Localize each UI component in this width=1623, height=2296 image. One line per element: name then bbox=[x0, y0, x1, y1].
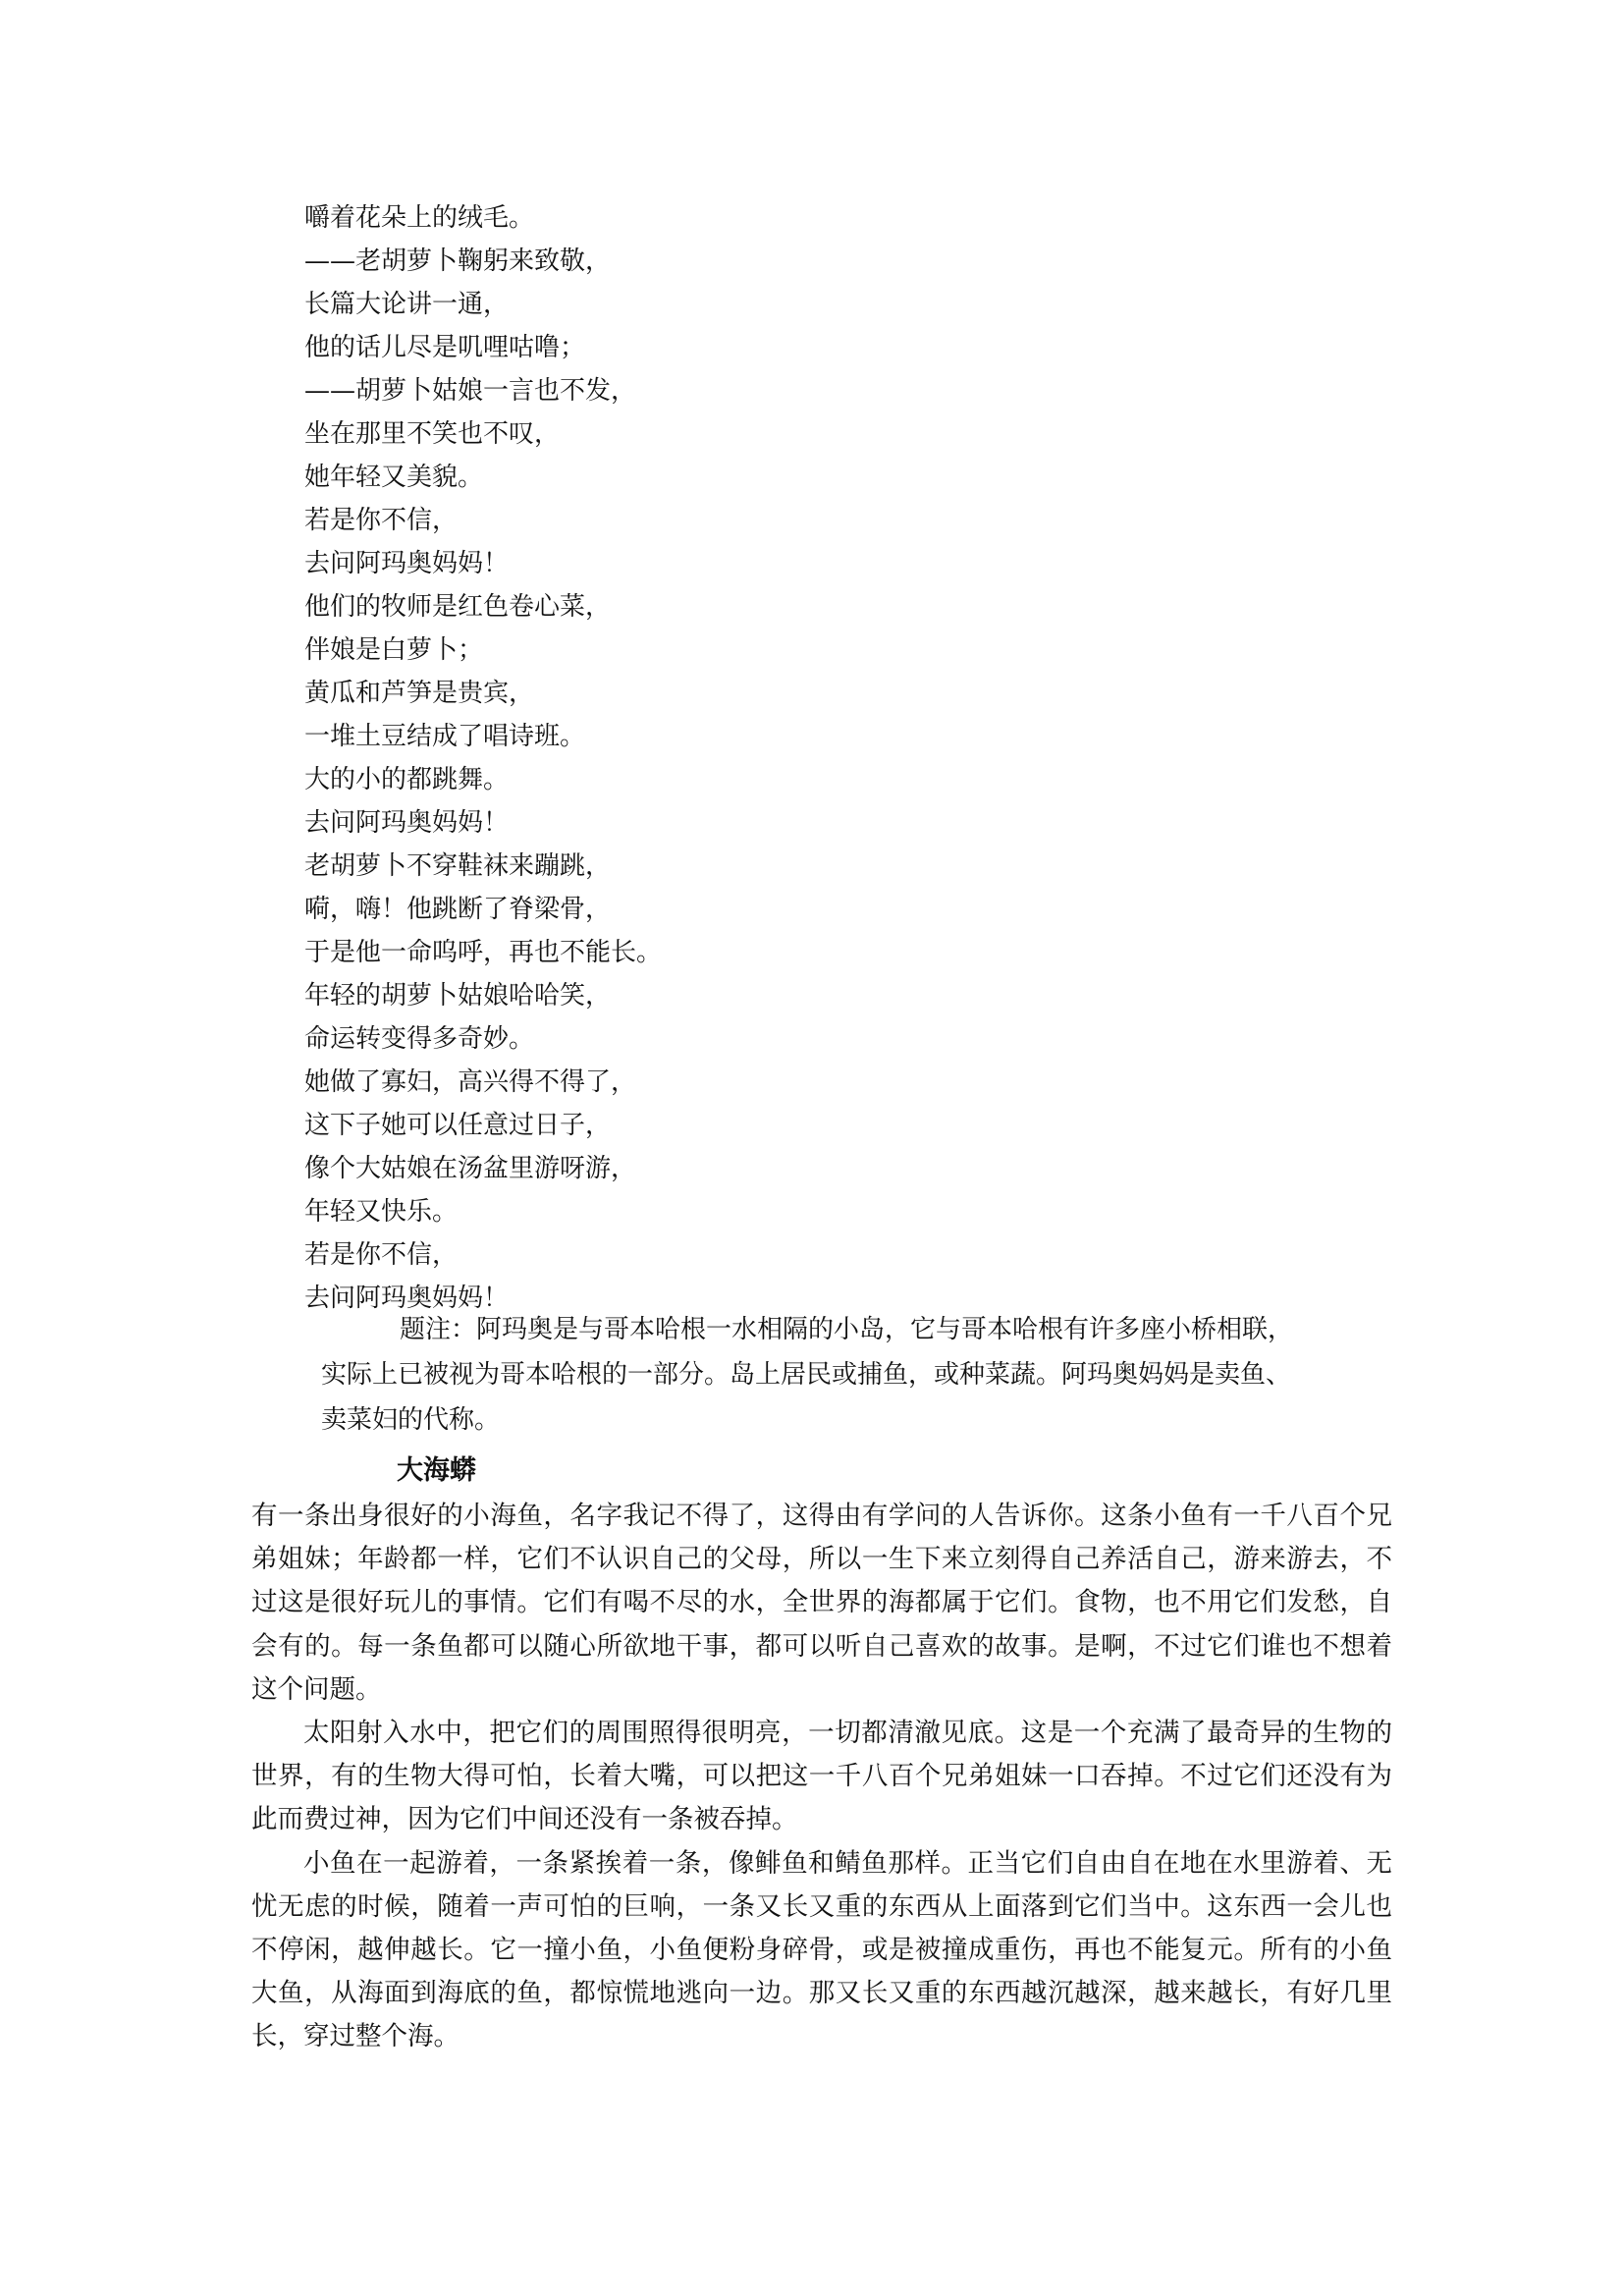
poem-line: 这下子她可以任意过日子， bbox=[304, 1111, 612, 1140]
poem-line: 他们的牧师是红色卷心菜， bbox=[304, 592, 612, 622]
poem-line: 像个大姑娘在汤盆里游呀游， bbox=[304, 1154, 637, 1183]
poem-line: ——老胡萝卜鞠躬来致敬， bbox=[304, 246, 612, 276]
poem-line: 去问阿玛奥妈妈！ bbox=[304, 808, 510, 838]
poem-line: 他的话儿尽是叽哩咕噜； bbox=[304, 333, 586, 362]
poem-line: 去问阿玛奥妈妈！ bbox=[304, 1284, 510, 1313]
poem-line: 年轻的胡萝卜姑娘哈哈笑， bbox=[304, 981, 612, 1011]
note-line: 实际上已被视为哥本哈根的一部分。岛上居民或捕鱼，或种菜蔬。阿玛奥妈妈是卖鱼、 bbox=[321, 1360, 1292, 1390]
poem-line: 伴娘是白萝卜； bbox=[304, 635, 484, 665]
poem-line: 她做了寡妇，高兴得不得了， bbox=[304, 1067, 637, 1097]
poem-line: 于是他一命呜呼，再也不能长。 bbox=[304, 938, 663, 967]
poem-line: 黄瓜和芦笋是贵宾， bbox=[304, 679, 535, 708]
poem-line: 一堆土豆结成了唱诗班。 bbox=[304, 722, 586, 751]
poem-line: 嚼着花朵上的绒毛。 bbox=[304, 203, 535, 233]
poem-line: 老胡萝卜不穿鞋袜来蹦跳， bbox=[304, 851, 612, 881]
story-paragraph: 小鱼在一起游着，一条紧挨着一条，像鲱鱼和鲭鱼那样。正当它们自由自在地在水里游着、无忧无虑的时候，随着一声可怕的巨响，一条又长又重的东西从上面落到它们当中。这东西一会儿也不停闲，越伸越长。它一撞小鱼，小鱼便粉身碎骨，或是被撞成重伤，再也不能复元。所有的小鱼大鱼，从海面到海底的鱼，都惊慌地逃向一边。那又长又重的东西越沉越深，越来越长，有好几里长，穿过整个海。 bbox=[251, 1847, 1392, 2052]
poem-line: 去问阿玛奥妈妈！ bbox=[304, 549, 510, 578]
story-paragraph: 太阳射入水中，把它们的周围照得很明亮，一切都清澈见底。这是一个充满了最奇异的生物的世界，有的生物大得可怕，长着大嘴，可以把这一千八百个兄弟姐妹一口吞掉。不过它们还没有为此而费过神，因为它们中间还没有一条被吞掉。 bbox=[251, 1718, 1392, 1835]
poem-line: ——胡萝卜姑娘一言也不发， bbox=[304, 376, 637, 406]
title-note bbox=[321, 1307, 1401, 1443]
poem-block bbox=[304, 196, 1286, 1320]
poem-line: 嗬，嗨！他跳断了脊梁骨， bbox=[304, 895, 612, 924]
note-line: 卖菜妇的代称。 bbox=[321, 1405, 501, 1435]
poem-line: 大的小的都跳舞。 bbox=[304, 765, 510, 794]
note-line: 题注：阿玛奥是与哥本哈根一水相隔的小岛，它与哥本哈根有许多座小桥相联， bbox=[400, 1315, 1294, 1344]
story-title: 大海蟒 bbox=[397, 1455, 476, 1486]
poem-line: 年轻又快乐。 bbox=[304, 1197, 459, 1227]
poem-line: 长篇大论讲一通， bbox=[304, 290, 510, 319]
story-paragraph: 有一条出身很好的小海鱼，名字我记不得了，这得由有学问的人告诉你。这条小鱼有一千八百个兄弟姐妹；年龄都一样，它们不认识自己的父母，所以一生下来立刻得自己养活自己，游来游去，不过这是很好玩儿的事情。它们有喝不尽的水，全世界的海都属于它们。食物，也不用它们发愁，自会有的。每一条鱼都可以随心所欲地干事，都可以听自己喜欢的故事。是啊，不过它们谁也不想着这个问题。 bbox=[251, 1501, 1392, 1705]
poem-line: 她年轻又美貌。 bbox=[304, 463, 484, 492]
poem-line: 若是你不信， bbox=[304, 506, 459, 535]
poem-line: 命运转变得多奇妙。 bbox=[304, 1024, 535, 1054]
poem-line: 若是你不信， bbox=[304, 1240, 459, 1270]
story-body bbox=[251, 1495, 1392, 2059]
poem-line: 坐在那里不笑也不叹， bbox=[304, 419, 561, 449]
